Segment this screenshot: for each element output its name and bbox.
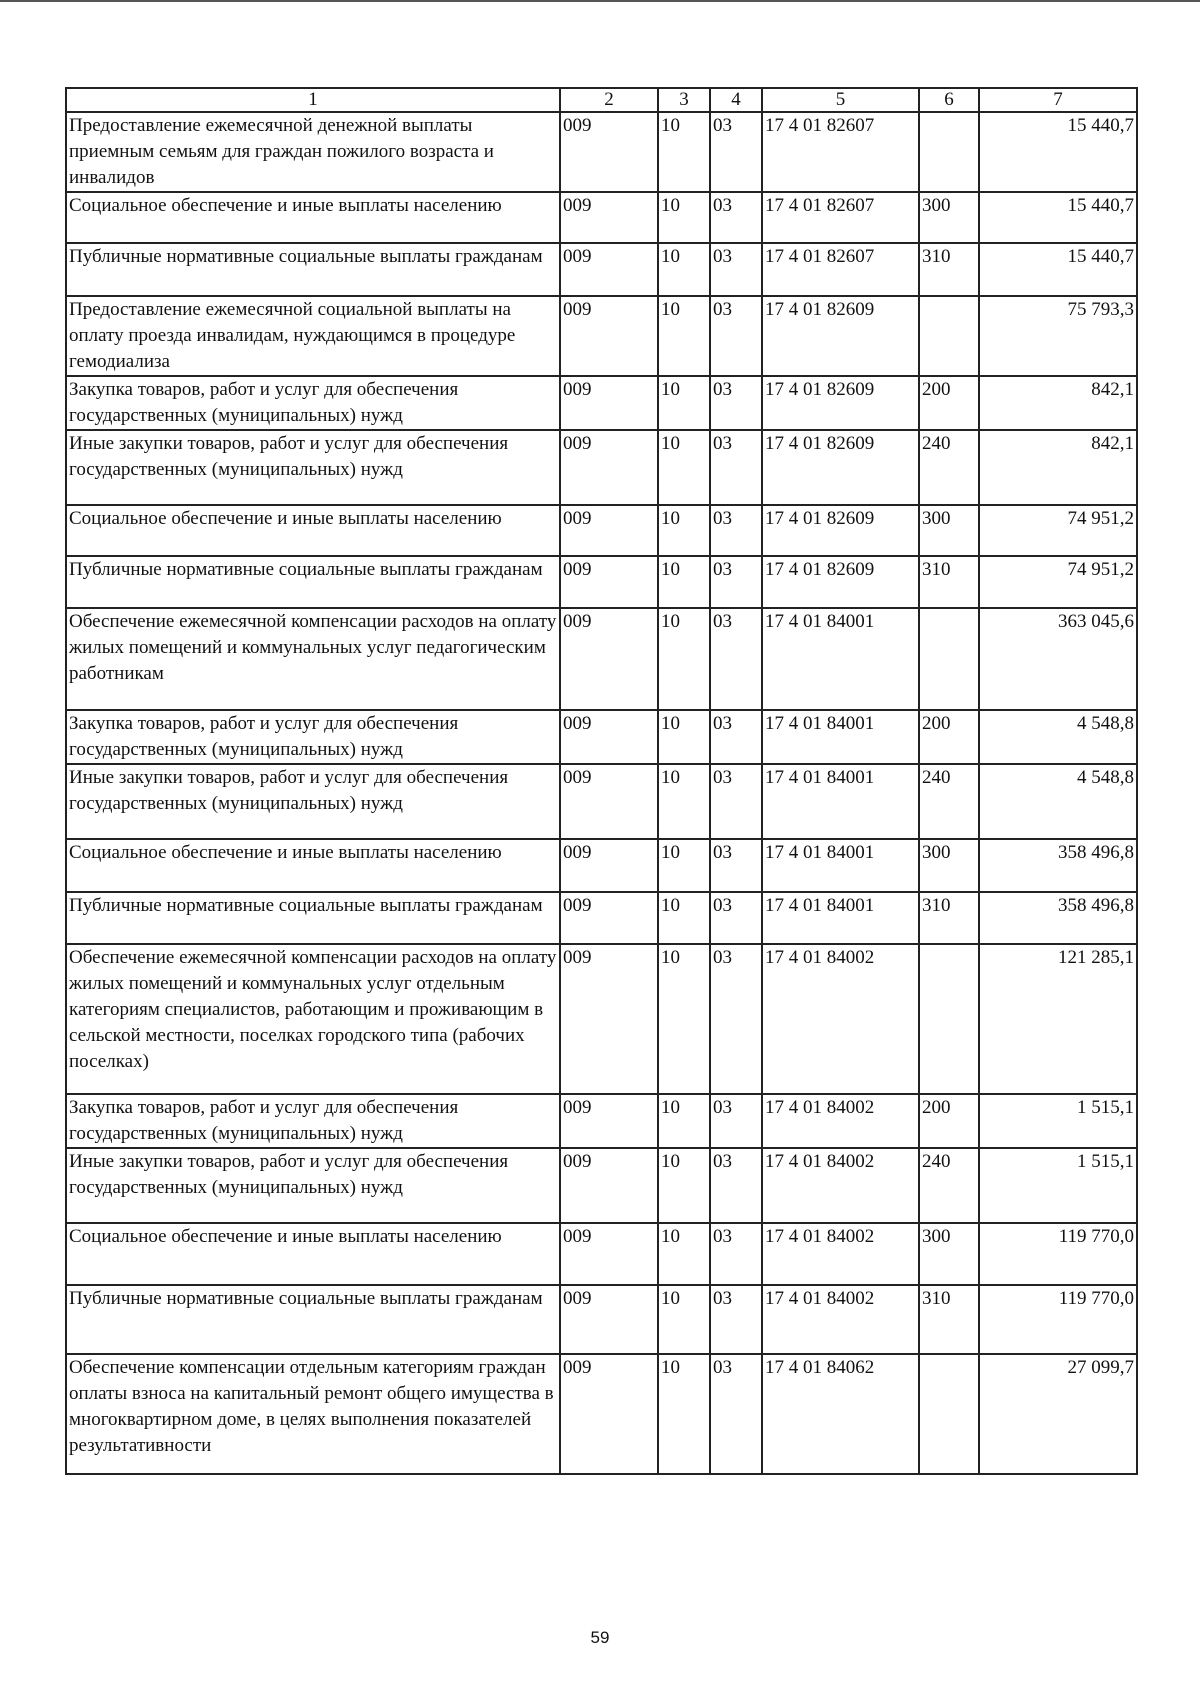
- row-target-article-cell: 17 4 01 82609: [762, 505, 919, 556]
- row-target-article-cell: 17 4 01 82609: [762, 556, 919, 608]
- column-header: 3: [658, 88, 710, 112]
- row-admin-code-cell: 009: [560, 1148, 658, 1223]
- row-section-cell: 10: [658, 892, 710, 944]
- row-amount-cell: 15 440,7: [979, 112, 1137, 192]
- scan-top-edge: [0, 0, 1200, 2]
- row-target-article-cell: 17 4 01 84002: [762, 1223, 919, 1285]
- row-name-cell: Предоставление ежемесячной денежной выплаты приемным семьям для граждан пожилого возраста и инвалидов: [66, 112, 560, 192]
- row-admin-code-cell: 009: [560, 556, 658, 608]
- row-target-article-cell: 17 4 01 84062: [762, 1354, 919, 1474]
- row-amount-cell: 119 770,0: [979, 1223, 1137, 1285]
- row-section-cell: 10: [658, 112, 710, 192]
- row-subsection-cell: 03: [710, 1223, 762, 1285]
- row-section-cell: 10: [658, 710, 710, 764]
- table-row: [66, 710, 1137, 764]
- row-expense-type-cell: 310: [919, 1285, 979, 1354]
- column-header: 7: [979, 88, 1137, 112]
- row-subsection-cell: 03: [710, 764, 762, 839]
- row-admin-code-cell: 009: [560, 112, 658, 192]
- row-expense-type-cell: 240: [919, 764, 979, 839]
- row-admin-code-cell: 009: [560, 608, 658, 710]
- row-expense-type-cell: 300: [919, 505, 979, 556]
- row-amount-cell: 842,1: [979, 430, 1137, 505]
- row-subsection-cell: 03: [710, 430, 762, 505]
- document-page: [65, 87, 1136, 1475]
- column-header: 1: [66, 88, 560, 112]
- column-header: 6: [919, 88, 979, 112]
- row-expense-type-cell: 310: [919, 243, 979, 296]
- row-section-cell: 10: [658, 296, 710, 376]
- budget-table: [65, 87, 1138, 1475]
- row-expense-type-cell: 310: [919, 556, 979, 608]
- table-row: [66, 1223, 1137, 1285]
- row-subsection-cell: 03: [710, 112, 762, 192]
- row-admin-code-cell: 009: [560, 296, 658, 376]
- row-name-cell: Социальное обеспечение и иные выплаты населению: [66, 505, 560, 556]
- row-admin-code-cell: 009: [560, 505, 658, 556]
- row-expense-type-cell: [919, 944, 979, 1094]
- row-subsection-cell: 03: [710, 1354, 762, 1474]
- row-name-cell: Социальное обеспечение и иные выплаты населению: [66, 1223, 560, 1285]
- row-admin-code-cell: 009: [560, 376, 658, 430]
- table-body: [66, 88, 1137, 1474]
- row-name-cell: Иные закупки товаров, работ и услуг для обеспечения государственных (муниципальных) нужд: [66, 1148, 560, 1223]
- row-target-article-cell: 17 4 01 82609: [762, 296, 919, 376]
- row-subsection-cell: 03: [710, 1148, 762, 1223]
- row-amount-cell: 358 496,8: [979, 892, 1137, 944]
- row-target-article-cell: 17 4 01 84001: [762, 710, 919, 764]
- row-target-article-cell: 17 4 01 82607: [762, 112, 919, 192]
- row-section-cell: 10: [658, 944, 710, 1094]
- row-subsection-cell: 03: [710, 505, 762, 556]
- row-admin-code-cell: 009: [560, 243, 658, 296]
- row-admin-code-cell: 009: [560, 892, 658, 944]
- row-subsection-cell: 03: [710, 192, 762, 243]
- table-row: [66, 243, 1137, 296]
- table-row: [66, 376, 1137, 430]
- row-admin-code-cell: 009: [560, 192, 658, 243]
- row-amount-cell: 119 770,0: [979, 1285, 1137, 1354]
- table-row: [66, 892, 1137, 944]
- row-subsection-cell: 03: [710, 608, 762, 710]
- row-admin-code-cell: 009: [560, 839, 658, 892]
- row-admin-code-cell: 009: [560, 764, 658, 839]
- row-amount-cell: 842,1: [979, 376, 1137, 430]
- row-subsection-cell: 03: [710, 376, 762, 430]
- row-expense-type-cell: [919, 112, 979, 192]
- row-section-cell: 10: [658, 1148, 710, 1223]
- page-number: 59: [590, 1628, 610, 1647]
- row-name-cell: Публичные нормативные социальные выплаты гражданам: [66, 892, 560, 944]
- row-expense-type-cell: 240: [919, 430, 979, 505]
- column-header: 4: [710, 88, 762, 112]
- row-expense-type-cell: [919, 1354, 979, 1474]
- table-row: [66, 839, 1137, 892]
- table-row: [66, 1094, 1137, 1148]
- row-target-article-cell: 17 4 01 82609: [762, 376, 919, 430]
- row-expense-type-cell: 200: [919, 376, 979, 430]
- row-name-cell: Закупка товаров, работ и услуг для обеспечения государственных (муниципальных) нужд: [66, 1094, 560, 1148]
- row-subsection-cell: 03: [710, 839, 762, 892]
- row-target-article-cell: 17 4 01 84001: [762, 892, 919, 944]
- row-expense-type-cell: 300: [919, 839, 979, 892]
- row-admin-code-cell: 009: [560, 1354, 658, 1474]
- row-name-cell: Обеспечение ежемесячной компенсации расходов на оплату жилых помещений и коммунальных услуг педагогическим работникам: [66, 608, 560, 710]
- row-name-cell: Социальное обеспечение и иные выплаты населению: [66, 839, 560, 892]
- row-section-cell: 10: [658, 1223, 710, 1285]
- row-expense-type-cell: 200: [919, 710, 979, 764]
- row-admin-code-cell: 009: [560, 1223, 658, 1285]
- row-subsection-cell: 03: [710, 556, 762, 608]
- row-name-cell: Иные закупки товаров, работ и услуг для обеспечения государственных (муниципальных) нужд: [66, 764, 560, 839]
- row-amount-cell: 1 515,1: [979, 1148, 1137, 1223]
- row-expense-type-cell: [919, 296, 979, 376]
- table-row: [66, 1148, 1137, 1223]
- table-row: [66, 112, 1137, 192]
- table-row: [66, 430, 1137, 505]
- row-name-cell: Закупка товаров, работ и услуг для обеспечения государственных (муниципальных) нужд: [66, 710, 560, 764]
- row-admin-code-cell: 009: [560, 944, 658, 1094]
- row-target-article-cell: 17 4 01 82609: [762, 430, 919, 505]
- row-name-cell: Обеспечение ежемесячной компенсации расходов на оплату жилых помещений и коммунальных услуг отдельным категориям специалистов, работающим и проживающим в сельской местности, поселках городского типа (рабочих поселках): [66, 944, 560, 1094]
- table-row: [66, 764, 1137, 839]
- table-row: [66, 556, 1137, 608]
- row-amount-cell: 4 548,8: [979, 710, 1137, 764]
- row-section-cell: 10: [658, 243, 710, 296]
- row-amount-cell: 27 099,7: [979, 1354, 1137, 1474]
- row-amount-cell: 74 951,2: [979, 556, 1137, 608]
- row-section-cell: 10: [658, 839, 710, 892]
- table-row: [66, 192, 1137, 243]
- row-admin-code-cell: 009: [560, 710, 658, 764]
- row-subsection-cell: 03: [710, 892, 762, 944]
- row-target-article-cell: 17 4 01 84001: [762, 608, 919, 710]
- row-name-cell: Обеспечение компенсации отдельным категориям граждан оплаты взноса на капитальный ремонт общего имущества в многоквартирном доме, в целях выполнения показателей результативности: [66, 1354, 560, 1474]
- row-section-cell: 10: [658, 376, 710, 430]
- row-name-cell: Иные закупки товаров, работ и услуг для обеспечения государственных (муниципальных) нужд: [66, 430, 560, 505]
- row-expense-type-cell: 200: [919, 1094, 979, 1148]
- row-target-article-cell: 17 4 01 84002: [762, 944, 919, 1094]
- row-section-cell: 10: [658, 556, 710, 608]
- table-row: [66, 944, 1137, 1094]
- row-name-cell: Закупка товаров, работ и услуг для обеспечения государственных (муниципальных) нужд: [66, 376, 560, 430]
- row-section-cell: 10: [658, 1354, 710, 1474]
- row-amount-cell: 15 440,7: [979, 243, 1137, 296]
- table-row: [66, 505, 1137, 556]
- row-admin-code-cell: 009: [560, 430, 658, 505]
- row-target-article-cell: 17 4 01 84002: [762, 1148, 919, 1223]
- row-name-cell: Публичные нормативные социальные выплаты гражданам: [66, 243, 560, 296]
- row-section-cell: 10: [658, 1094, 710, 1148]
- row-section-cell: 10: [658, 430, 710, 505]
- row-expense-type-cell: 300: [919, 1223, 979, 1285]
- row-section-cell: 10: [658, 1285, 710, 1354]
- table-row: [66, 1285, 1137, 1354]
- row-target-article-cell: 17 4 01 84002: [762, 1094, 919, 1148]
- row-subsection-cell: 03: [710, 1285, 762, 1354]
- row-target-article-cell: 17 4 01 84001: [762, 764, 919, 839]
- row-amount-cell: 1 515,1: [979, 1094, 1137, 1148]
- row-expense-type-cell: 310: [919, 892, 979, 944]
- row-expense-type-cell: 240: [919, 1148, 979, 1223]
- row-subsection-cell: 03: [710, 1094, 762, 1148]
- table-row: [66, 1354, 1137, 1474]
- row-amount-cell: 363 045,6: [979, 608, 1137, 710]
- row-amount-cell: 75 793,3: [979, 296, 1137, 376]
- row-subsection-cell: 03: [710, 296, 762, 376]
- row-name-cell: Предоставление ежемесячной социальной выплаты на оплату проезда инвалидам, нуждающимся в процедуре гемодиализа: [66, 296, 560, 376]
- row-section-cell: 10: [658, 608, 710, 710]
- row-amount-cell: 121 285,1: [979, 944, 1137, 1094]
- row-amount-cell: 4 548,8: [979, 764, 1137, 839]
- row-subsection-cell: 03: [710, 243, 762, 296]
- row-target-article-cell: 17 4 01 82607: [762, 192, 919, 243]
- row-subsection-cell: 03: [710, 944, 762, 1094]
- row-section-cell: 10: [658, 764, 710, 839]
- row-name-cell: Публичные нормативные социальные выплаты гражданам: [66, 556, 560, 608]
- table-row: [66, 608, 1137, 710]
- row-name-cell: Социальное обеспечение и иные выплаты населению: [66, 192, 560, 243]
- table-row: [66, 296, 1137, 376]
- row-name-cell: Публичные нормативные социальные выплаты гражданам: [66, 1285, 560, 1354]
- row-admin-code-cell: 009: [560, 1285, 658, 1354]
- row-amount-cell: 74 951,2: [979, 505, 1137, 556]
- column-header: 5: [762, 88, 919, 112]
- row-amount-cell: 358 496,8: [979, 839, 1137, 892]
- row-subsection-cell: 03: [710, 710, 762, 764]
- row-target-article-cell: 17 4 01 84001: [762, 839, 919, 892]
- row-section-cell: 10: [658, 505, 710, 556]
- row-amount-cell: 15 440,7: [979, 192, 1137, 243]
- row-expense-type-cell: 300: [919, 192, 979, 243]
- row-admin-code-cell: 009: [560, 1094, 658, 1148]
- row-target-article-cell: 17 4 01 82607: [762, 243, 919, 296]
- row-target-article-cell: 17 4 01 84002: [762, 1285, 919, 1354]
- column-header: 2: [560, 88, 658, 112]
- row-expense-type-cell: [919, 608, 979, 710]
- table-header-row: [66, 88, 1137, 112]
- row-section-cell: 10: [658, 192, 710, 243]
